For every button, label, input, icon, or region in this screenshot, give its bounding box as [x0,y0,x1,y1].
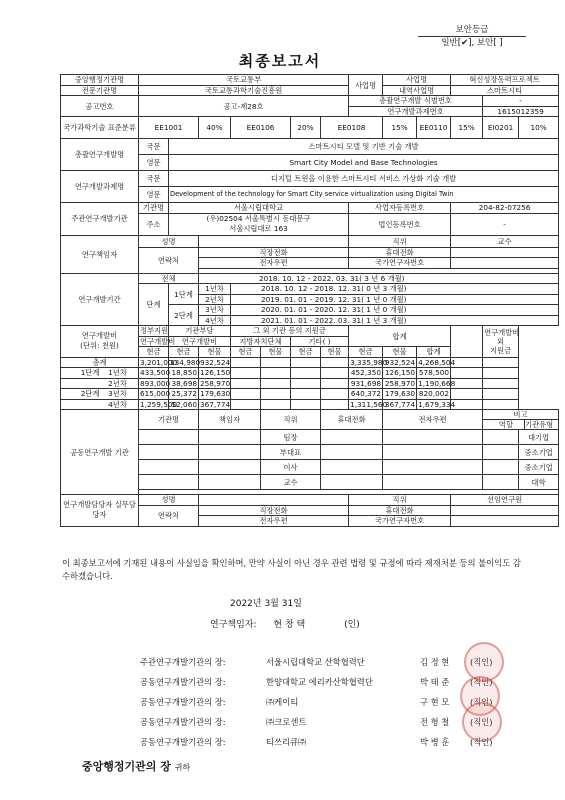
budget-sum-total-value: 820,002 [417,389,451,400]
joint-org [139,460,199,475]
budget-sum-cash-value: 640,372 [349,389,383,400]
signature-role: 공동연구개발기관의 장: [140,697,226,707]
signature-name: 박 병 훈 [420,737,450,747]
pi-position-label: 직위 [349,235,451,247]
joint-col-type: 기관유형 [524,420,554,429]
joint-phone [321,430,383,445]
budget-row-label [61,389,139,400]
row-budget-y3 [61,389,559,400]
budget-year-2: 2년차 [108,378,127,388]
budget-etc-cash: 현금 [291,347,321,358]
budget-gov-value: 433,500 [140,368,171,378]
budget-label [61,326,139,358]
budget-cell [291,357,321,368]
budget-cell [483,368,519,379]
notice-label: 공고번호 [61,96,139,117]
signature-org: 티쓰리큐㈜ [266,737,307,747]
period-year-4-value: 2021. 01. 01 - 2022. 03. 31( 1 년 3 개월) [231,315,559,326]
pi-office-phone-label: 직장전화 [199,247,349,258]
pi-position-value: 교수 [451,235,559,247]
budget-inst-inkind-value: 179,630 [200,389,231,399]
row-notice [61,96,559,107]
staff-name-label: 성명 [139,495,199,506]
period-year-1-value: 2018. 10. 12 - 2018. 12. 31( 0 년 3 개월) [231,284,559,295]
std-code-3: EE0108 [321,117,383,139]
budget-inst-cash-value: 25,372 [169,389,199,400]
joint-role [483,460,519,475]
budget-cell [291,378,321,389]
org-name-label: 기관명 [139,203,169,214]
staff-contact-label: 연락처 [139,505,199,526]
agency-label: 중앙행정기관명 [61,75,139,86]
budget-cell [291,368,321,379]
budget-stage-1: 1단계 [80,368,100,378]
budget-cell [483,357,519,368]
budget-year-4: 4년차 [108,399,127,409]
staff-label: 연구개발담당자 실무담당자 [61,495,139,527]
joint-role [483,430,519,445]
pi-researcher-no-value [451,258,559,269]
budget-cell [261,357,291,368]
signature-seal: (직인) [470,717,493,727]
joint-org [139,475,199,490]
joint-col-subhead [483,420,558,429]
row-joint-head [61,410,559,430]
dedicated-value: 국토교통과학기술진흥원 [139,85,349,96]
task-name-eng: Development of the technology for Smart City service virtualization using Digital Twin [169,187,559,203]
joint-pos: 팀장 [261,430,321,445]
signature-role: 공동연구개발기관의 장: [140,737,226,747]
budget-gov-label: 정부지원 [140,326,169,336]
budget-cell [261,389,291,400]
staff-office-phone-label: 직장전화 [199,505,349,516]
pi-researcher-no-label: 국가연구자번호 [349,258,451,269]
std-pct-4: 15% [451,117,483,139]
pi-mobile-value [451,247,559,258]
corp-no-label: 법인등록번호 [349,213,451,235]
std-label: 국가과학기술 표준분류 [61,117,139,139]
budget-inst-cash-value: 18,850 [169,368,199,379]
security-grade-label: 보안등급 [418,24,526,37]
task-name-label: 연구개발과제명 [61,171,139,203]
joint-email [383,475,483,490]
task-name-kor: 디지털 트윈을 이용한 스마트시티 서비스 가상화 기술 개발 [169,171,559,187]
staff-researcher-no-value [451,516,559,527]
total-name-label: 총괄연구개발명 [61,139,139,171]
budget-cell [483,378,519,389]
joint-col-pi: 책임자 [199,410,261,430]
project-name-label: 사업명 [383,75,451,86]
budget-cell [261,399,291,410]
notice-value: 공고-제28호 [139,96,349,117]
joint-phone [321,445,383,460]
joint-pi [199,475,261,490]
joint-col-phone: 휴대전화 [321,410,383,430]
budget-cell [483,389,519,400]
biz-no-value: 204-82-07256 [451,203,559,214]
budget-inst-cash-value: 52,060 [169,399,199,410]
budget-cell [231,389,261,400]
total-name-eng: Smart City Model and Base Technologies [169,155,559,171]
signature-name: 전 형 철 [420,717,450,727]
security-grade-box [418,24,526,48]
std-code-5: EI0201 [483,117,519,139]
staff-name-value [199,495,349,506]
biz-no-label: 사업자등록번호 [349,203,451,214]
budget-gov-value: 3,201,000 [140,357,178,367]
total-id-value: - [483,96,559,107]
staff-mobile-label: 휴대전화 [349,505,451,516]
budget-total-label: 총계 [61,357,139,368]
joint-role [483,445,519,460]
signature-org: ㈜케이티 [266,697,299,707]
signature-name: 구 현 모 [420,697,450,707]
researcher-seal: (인) [344,620,360,630]
budget-sum-cash-value: 931,698 [349,378,383,389]
budget-sum-total: 합계 [417,347,451,358]
budget-linked-sub2: 지원금 [490,345,512,355]
budget-cell [321,389,349,400]
signature-seal: (직인) [470,657,493,667]
joint-type: 중소기업 [519,445,559,460]
official-stamp-icon [462,702,502,742]
staff-email-label: 전자우편 [199,516,349,527]
row-staff-name [61,495,559,506]
budget-cell [451,399,483,410]
row-pi-name [61,235,559,247]
std-pct-3: 15% [383,117,417,139]
budget-sum-label: 합계 [349,326,451,347]
researcher-name: 현 창 택 [273,620,306,630]
budget-sum-total-value: 1,679,334 [418,399,456,409]
footer-addressee [82,758,190,774]
pi-mobile-label: 휴대전화 [349,247,451,258]
budget-row-label [61,378,139,389]
budget-empty-col [451,326,483,358]
budget-gov-sub: 연구개발비 [140,336,176,346]
budget-linked-sub: 외 [497,336,505,346]
project-name-value: 혁신성장동력프로젝트 [451,75,559,86]
joint-pi [199,445,261,460]
budget-inst-sub: 연구개발비 [169,336,231,347]
budget-sum-inkind-value: 179,630 [383,389,417,400]
budget-row-label [61,399,139,410]
row-budget-y4 [61,399,559,410]
period-stage-2: 2단계 [169,305,199,326]
joint-pi [199,460,261,475]
row-period-all [61,273,559,284]
agency-value: 국토교통부 [139,75,349,86]
budget-gov-value: 1,259,500 [140,399,178,409]
pi-email-label: 전자우편 [199,258,349,269]
budget-cell [321,378,349,389]
joint-pi [199,430,261,445]
budget-cell [451,378,483,389]
pi-label: 연구책임자 [61,235,139,273]
pi-name-label: 성명 [139,235,199,247]
signature-role: 공동연구개발기관의 장: [140,677,226,687]
pi-contact-label: 연락처 [139,247,199,273]
budget-cell [321,357,349,368]
row-budget-y2 [61,378,559,389]
budget-local-label: 지방자치단체 [231,336,291,347]
row-org-name [61,203,559,214]
signature-org: ㈜크로센트 [266,717,307,727]
budget-cell [231,368,261,379]
budget-cell [231,378,261,389]
budget-inst-cash-value: 38,698 [169,378,199,389]
budget-cell [231,399,261,410]
std-pct-5: 10% [519,117,559,139]
budget-inst-inkind-value: 932,524 [200,357,231,367]
std-code-1: EE1001 [139,117,199,139]
signature-role: 공동연구개발기관의 장: [140,717,226,727]
joint-col-org: 기관명 [139,410,199,430]
budget-cell [483,399,519,410]
project-label: 사업명 [349,75,383,96]
period-label: 연구개발기간 [61,273,139,326]
budget-cell [321,399,349,410]
budget-linked-text: 연구개발비 [484,327,520,337]
budget-gov-value: 615,000 [140,389,171,399]
report-date: 2022년 3월 31일 [230,599,302,609]
joint-type: 대학 [519,475,559,490]
addr-line-2: 서울시립대로 163 [229,224,288,233]
budget-etc-inkind: 현물 [321,347,349,358]
budget-sum-inkind: 현물 [383,347,417,358]
budget-sum-cash-value: 452,350 [349,368,383,379]
budget-cell [231,357,261,368]
staff-researcher-no-label: 국가연구자번호 [349,516,451,527]
std-code-2: EE0106 [231,117,291,139]
joint-email [383,445,483,460]
pi-name-value [199,235,349,247]
researcher-line [210,617,360,630]
budget-unit: (단위: 천원) [80,341,119,351]
joint-col-email: 전자우편 [383,410,483,430]
dedicated-label: 전문기관명 [61,85,139,96]
period-all-value: 2018. 10. 12 - 2022. 03. 31( 3 년 6 개월) [199,273,559,284]
period-year-2-label: 2년차 [199,294,231,305]
budget-other-label: 그 외 기관 등의 지원금 [231,326,349,337]
budget-inst-cash: 현금 [169,347,199,358]
joint-phone [321,460,383,475]
period-year-2-value: 2019. 01. 01 - 2019. 12. 31( 1 년 0 개월) [231,294,559,305]
task-no-value: 1615012359 [483,106,559,117]
joint-role [483,475,519,490]
period-year-4-label: 4년차 [199,315,231,326]
budget-inst-cash-value: 134,980 [170,357,201,367]
addr-label: 주소 [139,213,169,235]
joint-pos: 교수 [261,475,321,490]
org-name-value: 서울시립대학교 [169,203,349,214]
page-title: 최종보고서 [238,52,322,70]
budget-sum-inkind-value: 126,150 [383,368,417,379]
row-task-name-kor [61,171,559,187]
std-pct-2: 20% [291,117,321,139]
task-name-kor-label: 국문 [139,171,169,187]
row-dedicated [61,85,559,96]
budget-cell [261,378,291,389]
report-form-table [60,74,559,527]
staff-mobile-value [451,505,559,516]
joint-org [139,430,199,445]
budget-sum-total-value: 4,268,504 [418,357,456,367]
budget-gov-value: 893,000 [140,378,171,388]
row-budget-total [61,357,559,368]
budget-inst-inkind-value: 367,774 [200,399,231,409]
joint-type: 대기업 [519,430,559,445]
joint-col-pos: 직위 [261,410,321,430]
total-name-eng-label: 영문 [139,155,169,171]
detail-label: 내역사업명 [383,85,451,96]
joint-label: 공동연구개발 기관 [61,410,139,495]
budget-cell [451,389,483,400]
budget-inst-inkind-value: 126,150 [200,368,231,378]
footer-suffix: 귀하 [174,763,191,772]
declaration-text: 이 최종보고서에 기재된 내용이 사실임을 확인하며, 만약 사실이 아닌 경우 관련 법령 및 규정에 따라 제재처분 등의 불이익도 감수하겠습니다. [62,558,521,581]
budget-sum-inkind-value: 258,970 [383,378,417,389]
org-label: 주관연구개발기관 [61,203,139,236]
budget-label-text: 연구개발비 [81,331,118,341]
budget-stage-2: 2단계 [80,389,100,399]
period-all-label: 전체 [139,273,199,284]
signature-name: 박 태 준 [420,677,450,687]
budget-row-label [61,368,139,379]
budget-linked-label [483,326,519,358]
task-no-label: 연구개발과제번호 [349,106,483,117]
staff-position-label: 직위 [349,495,451,506]
budget-sum-cash-value: 1,311,560 [350,399,388,409]
corp-no-value: - [451,213,559,235]
joint-col-role: 역할 [488,420,525,429]
budget-sum-cash-value: 3,335,980 [350,357,388,367]
footer-main: 중앙행정기관의 장 [82,760,171,773]
budget-sum-total-value: 578,500 [417,368,451,379]
budget-inst-inkind-value: 258,970 [200,378,231,388]
detail-value: 스마트시티 [451,85,559,96]
total-name-kor: 스마트시티 모델 및 기반 기술 개발 [169,139,559,155]
signature-org: 한양대학교 에리카산학협력단 [266,677,373,687]
budget-inst-label: 기관부담 [169,326,231,337]
budget-sum-inkind-value: 932,524 [383,357,417,368]
budget-local-inkind: 현물 [261,347,291,358]
row-budget-head-1 [61,326,559,337]
period-year-1-label: 1년차 [199,284,231,295]
budget-cell [321,368,349,379]
period-stage-label: 단계 [139,284,169,326]
budget-cell [291,399,321,410]
row-agency [61,75,559,86]
budget-inst-inkind: 현물 [199,347,231,358]
row-std [61,117,559,139]
period-year-3-value: 2020. 01. 01 - 2020. 12. 31( 1 년 0 개월) [231,305,559,316]
signature-role: 주관연구개발기관의 장: [140,657,226,667]
addr-line-1: (우)02504 서울특별시 동대문구 [206,214,311,223]
budget-sum-inkind-value: 367,774 [383,399,417,410]
budget-cell [291,389,321,400]
period-stage-1: 1단계 [169,284,199,305]
budget-cell [451,368,483,379]
joint-col-note-label: 비고 [483,410,558,420]
joint-pos: 부대표 [261,445,321,460]
budget-sum-cash: 현금 [349,347,383,358]
total-id-label: 총괄연구개발 식별번호 [349,96,483,107]
budget-cell [261,368,291,379]
row-total-name-kor [61,139,559,155]
signature-name: 김 정 현 [420,657,450,667]
budget-cell [451,357,483,368]
signature-seal: (직인) [470,677,493,687]
budget-year-3: 3년차 [108,389,127,399]
security-grade-options: 일반[✔], 보안[ ] [441,38,503,48]
joint-email [383,430,483,445]
std-pct-1: 40% [199,117,231,139]
signature-seal: (직인) [470,737,493,747]
joint-org [139,445,199,460]
joint-type: 중소기업 [519,460,559,475]
budget-local-cash: 현금 [231,347,261,358]
signature-org: 서울시립대학교 산학협력단 [266,657,365,667]
joint-col-note [483,410,559,430]
joint-email [383,460,483,475]
joint-pos: 이사 [261,460,321,475]
budget-year-1: 1년차 [108,368,127,378]
total-name-kor-label: 국문 [139,139,169,155]
row-budget-y1 [61,368,559,379]
staff-position-value: 선임연구원 [451,495,559,506]
std-code-4: EE0110 [417,117,451,139]
joint-phone [321,475,383,490]
budget-sum-total-value: 1,190,668 [418,378,456,388]
budget-gov-cash: 현금 [139,347,169,358]
addr-value [169,213,349,235]
task-name-eng-label: 영문 [139,187,169,203]
signature-seal: (직인) [470,697,493,707]
budget-etc-label: 기타( ) [291,336,349,347]
researcher-label: 연구책임자: [210,620,257,630]
period-year-3-label: 3년차 [199,305,231,316]
